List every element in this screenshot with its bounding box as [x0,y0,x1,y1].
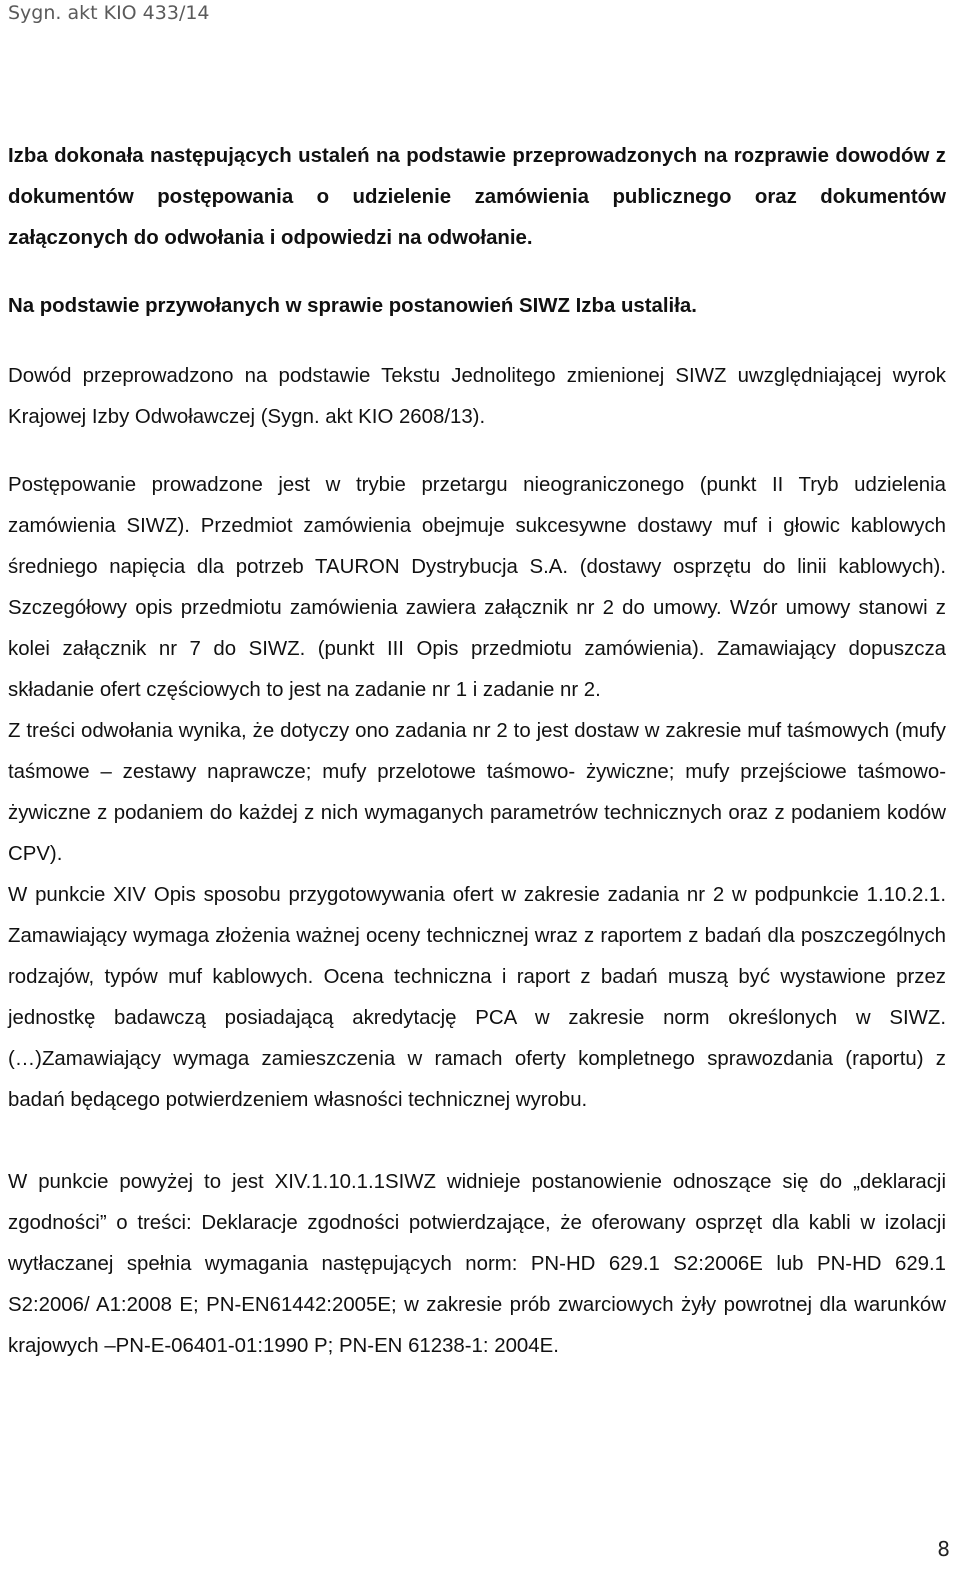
paragraph-findings-siwz: Na podstawie przywołanych w sprawie postanowień SIWZ Izba ustaliła. [8,295,697,317]
paragraph-section-xiv: W punkcie XIV Opis sposobu przygotowywania ofert w zakresie zadania nr 2 w podpunkcie 1.10.2.1. Zamawiający wymaga złożenia ważnej oceny technicznej wraz z raportem z badań dla poszczególnych rodzajów, typów muf kablowych. Ocena techniczna i raport z badań muszą być wystawione przez jednostkę badawczą posiadającą akredytację PCA w zakresie norm określonych w SIWZ.(…)Zamawiający wymaga zamieszczenia w ramach oferty kompletnego sprawozdania (raportu) z badań będącego potwierdzeniem własności technicznej wyrobu. [8,884,946,1111]
paragraph-findings-intro: Izba dokonała następujących ustaleń na podstawie przeprowadzonych na rozprawie dowodów z dokumentów postępowania o udzielenie zamówienia publicznego oraz dokumentów załączonych do odwołania i odpowiedzi na odwołanie. [8,145,946,249]
case-reference-header: Sygn. akt KIO 433/14 [8,2,210,24]
document-body [8,136,946,1367]
paragraph-procedure: Postępowanie prowadzone jest w trybie przetargu nieograniczonego (punkt II Tryb udzielenia zamówienia SIWZ). Przedmiot zamówienia obejmuje sukcesywne dostawy muf i głowic kablowych średniego napięcia dla potrzeb TAURON Dystrybucja S.A. (dostawy osprzętu do linii kablowych). Szczegółowy opis przedmiotu zamówienia zawiera załącznik nr 2 do umowy. Wzór umowy stanowi z kolei załącznik nr 7 do SIWZ. (punkt III Opis przedmiotu zamówienia). Zamawiający dopuszcza składanie ofert częściowych to jest na zadanie nr 1 i zadanie nr 2. [8,474,946,701]
page-number: 8 [937,1537,950,1561]
paragraph-evidence: Dowód przeprowadzono na podstawie Tekstu Jednolitego zmienionej SIWZ uwzględniającej wyrok Krajowej Izby Odwoławczej (Sygn. akt KIO 2608/13). [8,365,946,428]
paragraph-appeal-scope: Z treści odwołania wynika, że dotyczy ono zadania nr 2 to jest dostaw w zakresie muf taśmowych (mufy taśmowe – zestawy naprawcze; mufy przelotowe taśmowo- żywiczne; mufy przejściowe taśmowo- żywiczne z podaniem do każdej z nich wymaganych parametrów technicznych oraz z podaniem kodów CPV). [8,720,946,865]
paragraph-declaration-of-conformity: W punkcie powyżej to jest XIV.1.10.1.1SIWZ widnieje postanowienie odnoszące się do „deklaracji zgodności” o treści: Deklaracje zgodności potwierdzające, że oferowany osprzęt dla kabli w izolacji wytłaczanej spełnia wymagania następujących norm: PN-HD 629.1 S2:2006E lub PN-HD 629.1 S2:2006/ A1:2008 E; PN-EN61442:2005E; w zakresie prób zwarciowych żyły powrotnej dla warunków krajowych –PN-E-06401-01:1990 P; PN-EN 61238-1: 2004E. [8,1171,946,1357]
